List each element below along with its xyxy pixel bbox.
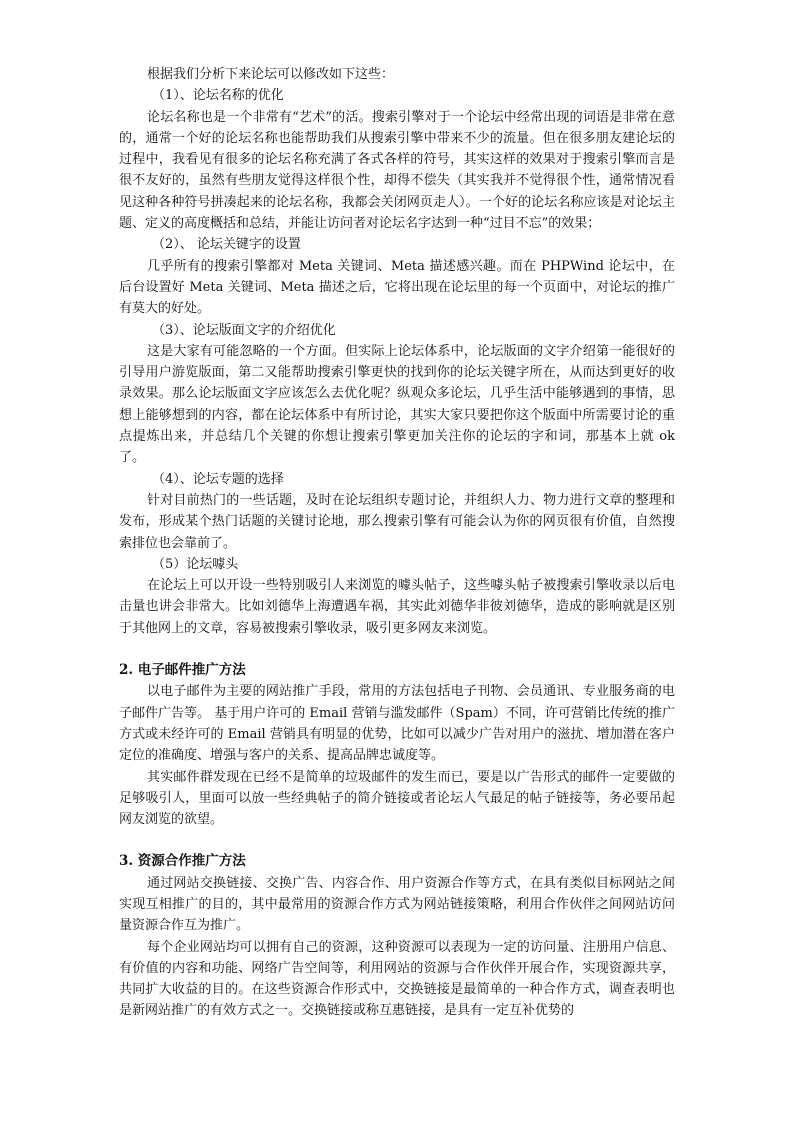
subsection-title-keywords: （2）、 论坛关键字的设置 [152, 237, 301, 253]
paragraph-gimmick: 在论坛上可以开设一些特别吸引人来浏览的噱头帖子，这些噱头帖子被搜索引擎收录以后电击量也讲会非常大。比如刘德华上海遭遇车祸，其实此刘德华非彼刘德华，造成的影响就是区别于其他网上的文章，容易被搜索引擎收录，吸引更多网友来浏览。 [119, 578, 675, 636]
document-page [119, 64, 675, 1022]
paragraph-board-text: 这是大家有可能忽略的一个方面。但实际上论坛体系中，论坛版面的文字介绍第一能很好的引导用户游览版面，第二又能帮助搜索引擎更快的找到你的论坛关键字所在，从而达到更好的收录效果。那么论坛版面文字应该怎么去优化呢？纵观众多论坛，几乎生活中能够遇到的事情，思想上能够想到的内容，都在论坛体系中有所讨论，其实大家只要把你这个版面中所需要讨论的重点提炼出来，并总结几个关键的你想让搜索引擎更加关注你的论坛的字和词，那基本上就 ok 了。 [119, 343, 675, 466]
section-heading-resource: 3. 资源合作推广方法 [119, 853, 246, 870]
paragraph-topics: 针对目前热门的一些话题，及时在论坛组织专题讨论，并组织人力、物力进行文章的整理和发布，形成某个热门话题的关键讨论地，那么搜索引擎有可能会认为你的网页很有价值，自然搜索排位也会靠前了。 [119, 492, 675, 551]
paragraph-keywords: 几乎所有的搜索引擎都对 Meta 关键词、Meta 描述感兴趣。而在 PHPWind 论坛中，在后台设置好 Meta 关键词、Meta 描述之后，它将出现在论坛里的每一个页面中，对论坛的推广有莫大的好处。 [119, 258, 675, 317]
paragraph-email-2: 其实邮件群发现在已经不是简单的垃圾邮件的发生而已，要是以广告形式的邮件一定要做的足够吸引人，里面可以放一些经典帖子的简介链接或者论坛人气最足的帖子链接等，务必要吊起网友浏览的欲望。 [119, 769, 675, 828]
subsection-title-topics: （4）、论坛专题的选择 [152, 471, 284, 487]
subsection-title-forum-name: （1）、论坛名称的优化 [152, 88, 284, 104]
section-heading-email: 2. 电子邮件推广方法 [119, 662, 246, 679]
subsection-title-board-text: （3）、论坛版面文字的介绍优化 [152, 322, 336, 338]
paragraph-email-1: 以电子邮件为主要的网站推广手段，常用的方法包括电子刊物、会员通讯、专业服务商的电子邮件广告等。 基于用户许可的 Email 营销与滥发邮件（Spam）不同，许可营销比传统的推广方式或未经许可的 Email 营销具有明显的优势，比如可以减少广告对用户的滋扰、增加潜在客户定位的准确度、增强与客户的关系、提高品牌忠诚度等。 [119, 684, 675, 764]
subsection-title-gimmick: （5）论坛噱头 [152, 556, 239, 572]
paragraph-forum-name: 论坛名称也是一个非常有“艺术”的活。搜索引擎对于一个论坛中经常出现的词语是非常在意的，通常一个好的论坛名称也能帮助我们从搜索引擎中带来不少的流量。但在很多朋友建论坛的过程中，我看见有很多的论坛名称充满了各式各样的符号，其实这样的效果对于搜索引擎而言是很不友好的，虽然有些朋友觉得这样很个性，却得不偿失（其实我并不觉得很个性，通常情况看见这种各种符号拼凑起来的论坛名称，我都会关闭网页走人）。一个好的论坛名称应该是对论坛主题、定义的高度概括和总结，并能让访问者对论坛名字达到一种“过目不忘”的效果； [119, 109, 675, 232]
paragraph-resource-1: 通过网站交换链接、交换广告、内容合作、用户资源合作等方式，在具有类似目标网站之间实现互相推广的目的，其中最常用的资源合作方式为网站链接策略，利用合作伙伴之间网站访问量资源合作互为推广。 [119, 875, 675, 934]
paragraph-resource-2: 每个企业网站均可以拥有自己的资源，这种资源可以表现为一定的访问量、注册用户信息、有价值的内容和功能、网络广告空间等，利用网站的资源与合作伙伴开展合作，实现资源共享，共同扩大收益的目的。在这些资源合作形式中，交换链接是最简单的一种合作方式，调查表明也是新网站推广的有效方式之一。交换链接或称互惠链接，是具有一定互补优势的 [119, 939, 675, 1019]
intro-paragraph: 根据我们分析下来论坛可以修改如下这些： [147, 67, 395, 82]
